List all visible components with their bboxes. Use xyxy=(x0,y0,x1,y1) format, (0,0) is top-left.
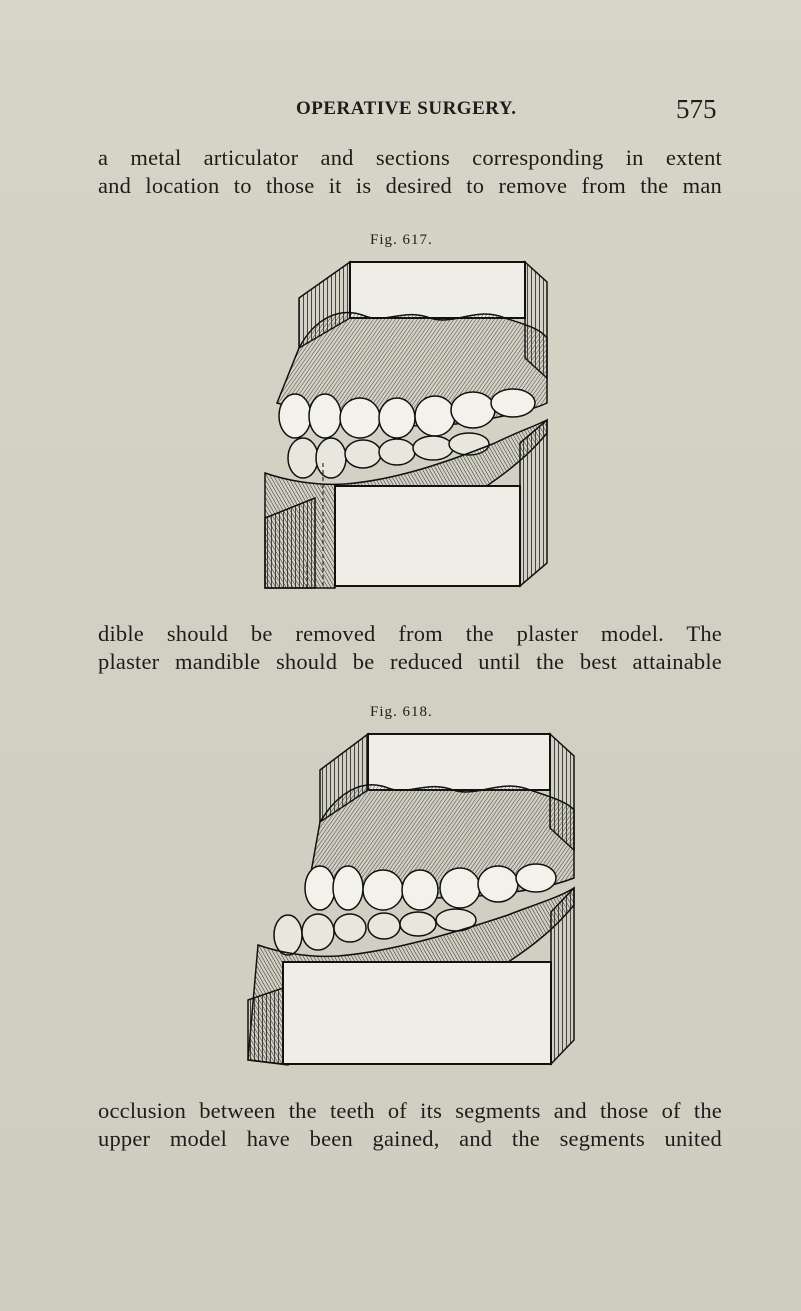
paragraph-3 xyxy=(98,1097,722,1153)
dental-cast-articulator-icon xyxy=(238,730,583,1070)
text-line: upper model have been gained, and the segments united xyxy=(98,1126,722,1151)
text-line: plaster mandible should be reduced until the best attainable xyxy=(98,649,722,674)
paragraph-1 xyxy=(98,144,722,200)
figure-caption: Fig. 618. xyxy=(370,704,433,720)
text-line: a metal articulator and sections corresponding in extent xyxy=(98,145,722,170)
page-number: 575 xyxy=(676,94,717,124)
dental-cast-articulator-icon xyxy=(255,258,555,592)
figure-caption: Fig. 617. xyxy=(370,232,433,248)
text-line: and location to those it is desired to remove from the man xyxy=(98,173,722,198)
paragraph-2 xyxy=(98,620,722,676)
text-line: dible should be removed from the plaster model. The xyxy=(98,621,722,646)
text-line: occlusion between the teeth of its segments and those of the xyxy=(98,1098,722,1123)
running-head: OPERATIVE SURGERY. xyxy=(296,98,517,119)
